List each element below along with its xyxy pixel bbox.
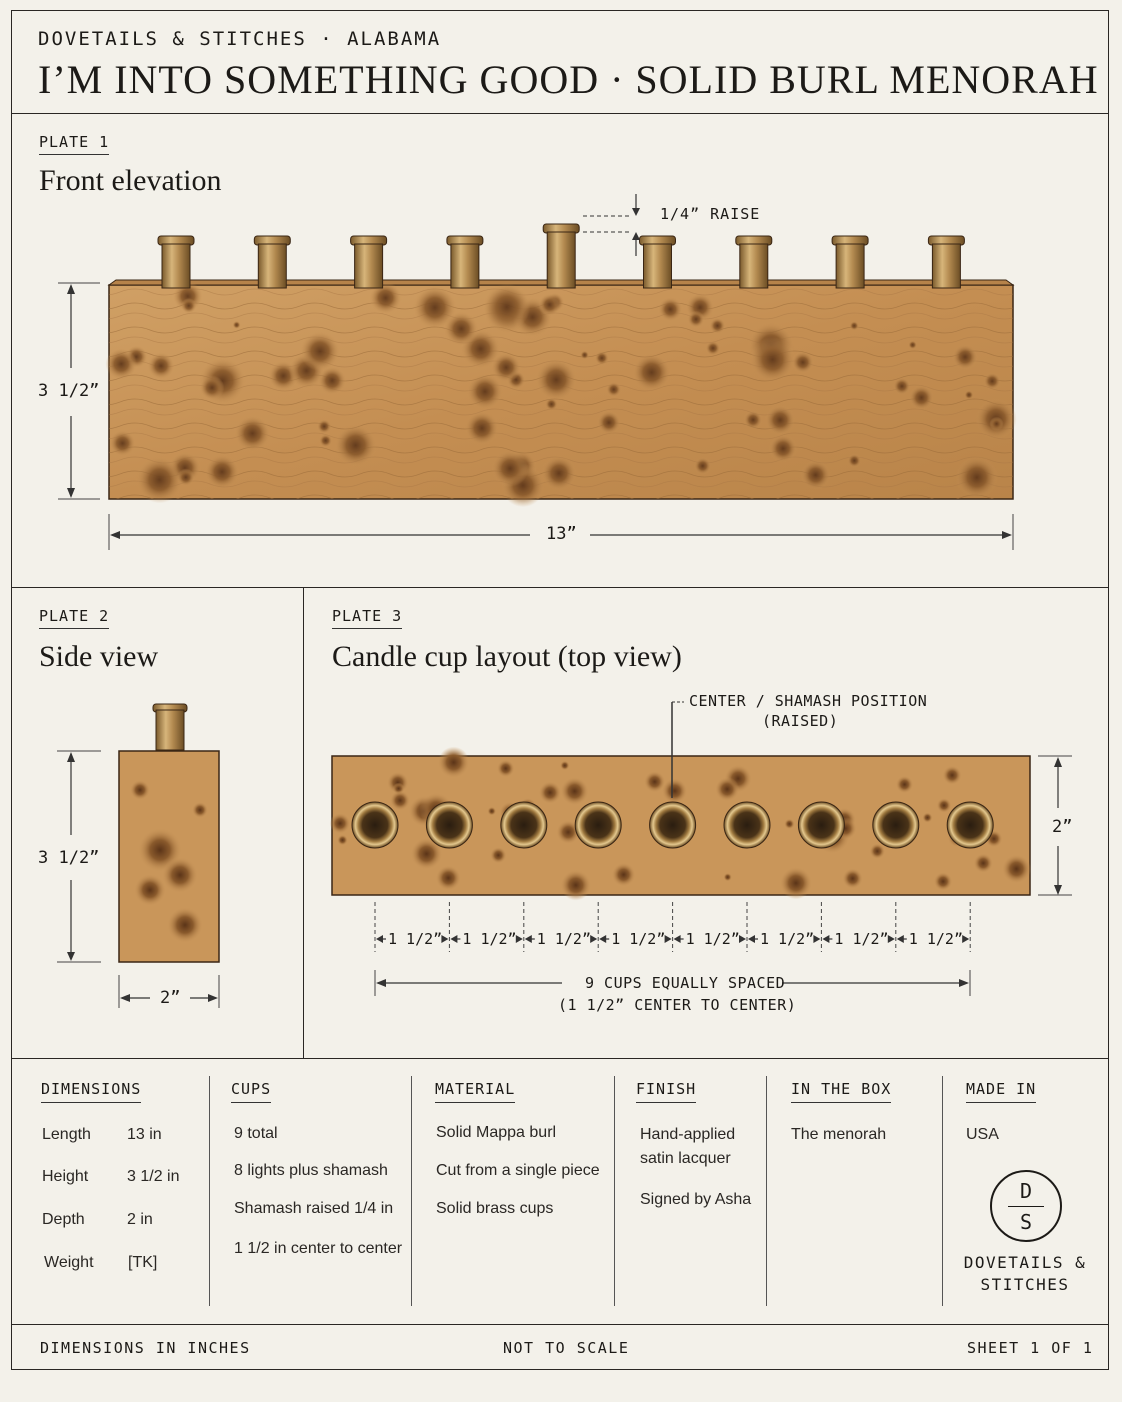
spec-value: [TK] xyxy=(128,1254,158,1271)
spec-madein-heading: MADE IN xyxy=(966,1080,1036,1103)
shamash-cup-top xyxy=(650,802,696,848)
divider xyxy=(766,1076,767,1306)
candle-cup xyxy=(832,236,868,288)
footer-left: DIMENSIONS IN INCHES xyxy=(40,1339,251,1357)
spec-label: Depth xyxy=(42,1211,85,1228)
spec-value: 13 in xyxy=(127,1126,162,1143)
spec-line: 8 lights plus shamash xyxy=(234,1162,388,1179)
spec-line: Cut from a single piece xyxy=(436,1162,600,1179)
spec-dimensions-heading: DIMENSIONS xyxy=(41,1080,141,1103)
raise-label: 1/4” RAISE xyxy=(660,205,761,223)
spacing-label: 1 1/2” xyxy=(536,930,591,948)
divider xyxy=(614,1076,615,1306)
candle-cup-top xyxy=(352,802,398,848)
plate3-tag: PLATE 3 xyxy=(332,607,402,629)
front-height-label: 3 1/2” xyxy=(38,381,100,401)
spec-line: Hand-applied xyxy=(640,1126,736,1143)
ds-logo xyxy=(990,1170,1062,1242)
candle-cup xyxy=(158,236,194,288)
spacing-label: 1 1/2” xyxy=(611,930,666,948)
center-label: CENTER / SHAMASH POSITION xyxy=(689,692,928,710)
spacing-label: 1 1/2” xyxy=(834,930,889,948)
candle-cup xyxy=(928,236,964,288)
spec-line: Shamash raised 1/4 in xyxy=(234,1200,394,1217)
spec-label: Height xyxy=(42,1168,89,1185)
top-depth-label: 2” xyxy=(1052,817,1073,837)
divider xyxy=(411,1076,412,1306)
spec-label: Length xyxy=(42,1126,91,1143)
spec-line: satin lacquer xyxy=(640,1150,731,1167)
overall-line1: 9 CUPS EQUALLY SPACED xyxy=(585,974,786,992)
logo-brand-line1: DOVETAILS & xyxy=(963,1253,1087,1272)
divider xyxy=(11,113,1109,114)
plate3-title: Candle cup layout (top view) xyxy=(332,640,682,673)
spec-value: 3 1/2 in xyxy=(127,1168,180,1185)
divider xyxy=(11,1058,1109,1059)
spacing-label: 1 1/2” xyxy=(908,930,963,948)
front-elevation-drawing xyxy=(0,180,1122,560)
side-depth-label: 2” xyxy=(160,988,181,1008)
spec-value: 2 in xyxy=(127,1211,153,1228)
candle-cup xyxy=(640,236,676,288)
front-width-label: 13” xyxy=(546,524,577,544)
spacing-label: 1 1/2” xyxy=(462,930,517,948)
spec-finish-heading: FINISH xyxy=(636,1080,696,1103)
spec-line: 1 1/2 in center to center xyxy=(234,1240,403,1257)
logo-bottom: S xyxy=(1019,1210,1033,1234)
candle-cup xyxy=(736,236,772,288)
spec-line: Solid brass cups xyxy=(436,1200,554,1217)
logo-brand-line2: STITCHES xyxy=(980,1275,1070,1294)
brand-line: DOVETAILS & STITCHES · ALABAMA xyxy=(38,28,442,50)
candle-cup-top xyxy=(798,802,844,848)
plate1-tag: PLATE 1 xyxy=(39,133,109,155)
divider xyxy=(11,587,1109,588)
divider xyxy=(209,1076,210,1306)
spec-label: Weight xyxy=(44,1254,94,1271)
spacing-label: 1 1/2” xyxy=(685,930,740,948)
spec-line: The menorah xyxy=(791,1126,887,1143)
candle-cup-top xyxy=(575,802,621,848)
footer-center: NOT TO SCALE xyxy=(503,1339,630,1357)
spec-line: USA xyxy=(966,1126,999,1143)
logo-top: D xyxy=(1019,1179,1033,1203)
footer-right: SHEET 1 OF 1 xyxy=(967,1339,1094,1357)
spec-material-heading: MATERIAL xyxy=(435,1080,515,1103)
plate1-title: Front elevation xyxy=(39,164,222,197)
shamash-cup-side xyxy=(156,710,184,750)
overall-line2: (1 1/2” CENTER TO CENTER) xyxy=(558,996,797,1014)
page-title: I’M INTO SOMETHING GOOD · SOLID BURL MENORAH xyxy=(38,57,1099,102)
divider xyxy=(11,1324,1109,1325)
divider xyxy=(942,1076,943,1306)
spec-inbox-heading: IN THE BOX xyxy=(791,1080,891,1103)
spec-cups-heading: CUPS xyxy=(231,1080,271,1103)
spacing-label: 1 1/2” xyxy=(760,930,815,948)
shamash-cup xyxy=(543,224,579,288)
candle-cup xyxy=(447,236,483,288)
candle-cup xyxy=(351,236,387,288)
plate2-tag: PLATE 2 xyxy=(39,607,109,629)
spec-line: Signed by Asha xyxy=(640,1191,752,1208)
candle-cup-top xyxy=(501,802,547,848)
spec-line: 9 total xyxy=(234,1125,278,1142)
candle-cup-top xyxy=(873,802,919,848)
plate2-title: Side view xyxy=(39,640,159,673)
candle-cup-top xyxy=(724,802,770,848)
spec-line: Solid Mappa burl xyxy=(436,1124,557,1141)
side-height-label: 3 1/2” xyxy=(38,848,100,868)
candle-cup-top xyxy=(426,802,472,848)
center-sublabel: (RAISED) xyxy=(762,712,839,730)
candle-cup xyxy=(254,236,290,288)
candle-cup-top xyxy=(947,802,993,848)
spacing-label: 1 1/2” xyxy=(388,930,443,948)
